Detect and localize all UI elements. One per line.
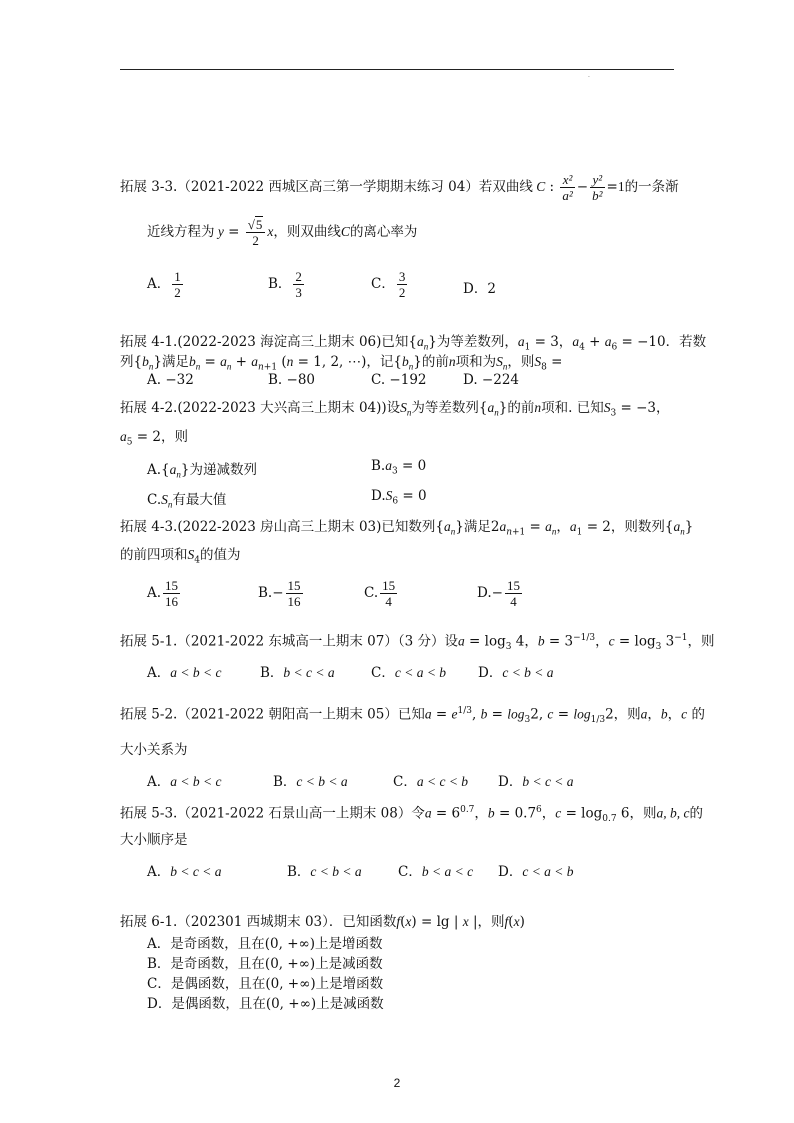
problem-5-1-option-d: D．c < b < a: [478, 665, 554, 681]
problem-4-2-option-a: $A.\{a_n\}$为递减数列: [147, 462, 257, 480]
problem-5-1-option-b: B．b < c < a: [260, 665, 335, 681]
problem-4-1-option-b: B. −80: [268, 372, 315, 388]
problem-6-1-stem: 拓展 6-1.（202301 西城期末 03）．已知函数f(x) = lg | x |，则f(x): [120, 914, 525, 930]
problem-4-2-stem: 拓展 4-2.(2022-2023 大兴高三上期末 04))设$S_n$为等差数列$\{a_n\}$的前n项和. 已知$S_3 = -3$，: [120, 400, 670, 419]
problem-5-3-stem: 拓展 5-3.（2021-2022 石景山高一上期末 08）令$a = 6^{0.7}$，$b = 0.7^6$，$c = \log_{0.7} 6$，则a, b, c的: [120, 805, 703, 825]
problem-3-3-option-a: A． $\frac{1}{2}$: [147, 269, 181, 300]
problem-4-1-stem: 拓展 4-1.(2022-2023 海淀高三上期末 06)已知$\{a_n\}$为等差数列，$a_1 = 3$，$a_4 + a_6 = -10$．若数: [120, 334, 707, 353]
problem-4-2-option-c: $C.S_n$有最大值: [147, 492, 227, 510]
problem-5-2-line2: 大小关系为: [120, 742, 188, 758]
problem-4-3-line2: 的前四项和$S_4$的值为: [120, 547, 241, 566]
problem-5-1-option-c: C．c < a < b: [371, 665, 447, 681]
problem-5-1-option-a: A．a < b < c: [147, 665, 222, 681]
problem-6-1-option-d: D．是偶函数，且在(0, +∞)上是减函数: [147, 996, 384, 1012]
problem-4-3-option-a: A. $\frac{15}{16}$: [147, 578, 179, 609]
problem-3-3-option-d: D．2: [463, 281, 496, 297]
problem-4-1-line2: 列$\{b_n\}$满足$b_n = a_n + a_{n+1}$ (n = 1, 2, ⋯)，记$\{b_n\}$的前n项和为$S_n$，则$S_8$ =: [120, 354, 563, 373]
problem-5-3-option-a: A．b < c < a: [147, 864, 222, 880]
problem-3-3-option-c: C． $\frac{3}{2}$: [371, 269, 406, 300]
problem-5-3-option-c: C．b < a < c: [398, 864, 474, 880]
problem-4-3-option-b: B.− $\frac{15}{16}$: [258, 578, 301, 609]
problem-4-1-option-a: A. −32: [147, 372, 194, 388]
problem-3-3-stem: 拓展 3-3.（2021-2022 西城区高三第一学期期末练习 04）若双曲线 C : $\frac{\text{x²}}{\text{a²}}$ − $\frac{\text{y²}}{\text{b²}}$ =1的一条渐: [120, 172, 679, 203]
problem-6-1-option-a: A．是奇函数，且在(0, +∞)上是增函数: [147, 936, 383, 952]
problem-5-3-option-b: B．c < b < a: [287, 864, 362, 880]
problem-3-3-line2: 近线方程为 y = $\frac{√5}{2}$ x，则双曲线C的离心率为: [147, 217, 418, 248]
problem-5-1-stem: 拓展 5-1.（2021-2022 东城高一上期末 07）（3 分）设$a = \log_3 4$，$b = 3^{-1/3}$，$c = \log_3 3^{-1}$，则: [120, 633, 715, 653]
problem-5-2-option-a: A．a < b < c: [147, 774, 222, 790]
problem-5-2-option-c: C．a < c < b: [393, 774, 469, 790]
problem-3-3-option-b: B． $\frac{2}{3}$: [268, 269, 302, 300]
header-dot: ·: [588, 74, 590, 81]
problem-5-2-stem: 拓展 5-2.（2021-2022 朝阳高一上期末 05）已知$a = e^{1/3}$, $b = \log_32$, $c = \log_{1/3}2$，则a，b，c 的: [120, 706, 705, 726]
problem-4-3-option-d: D.− $\frac{15}{4}$: [477, 578, 520, 609]
problem-6-1-option-c: C．是偶函数，且在(0, +∞)上是增函数: [147, 976, 384, 992]
problem-6-1-option-b: B．是奇函数，且在(0, +∞)上是减函数: [147, 956, 383, 972]
problem-4-3-stem: 拓展 4-3.(2022-2023 房山高三上期末 03)已知数列$\{a_n\}$满足$2a_{n+1} = a_n$，$a_1 = 2$，则数列$\{a_n\}$: [120, 519, 694, 538]
page-number: 2: [393, 1076, 401, 1090]
problem-5-3-line2: 大小顺序是: [120, 832, 188, 848]
problem-4-2-option-b: $B.a_3 = 0$: [371, 458, 427, 477]
problem-4-2-line2: $a_5 = 2$，则: [120, 429, 188, 448]
header-rule: [120, 69, 674, 70]
problem-4-2-option-d: $D.S_6 = 0$: [371, 488, 427, 507]
problem-4-1-option-d: D. −224: [463, 372, 520, 388]
problem-4-1-option-c: C. −192: [371, 372, 427, 388]
problem-4-3-option-c: C. $\frac{15}{4}$: [364, 578, 396, 609]
problem-5-2-option-d: D．b < c < a: [498, 774, 574, 790]
problem-5-2-option-b: B．c < b < a: [273, 774, 348, 790]
problem-5-3-option-d: D．c < a < b: [498, 864, 574, 880]
